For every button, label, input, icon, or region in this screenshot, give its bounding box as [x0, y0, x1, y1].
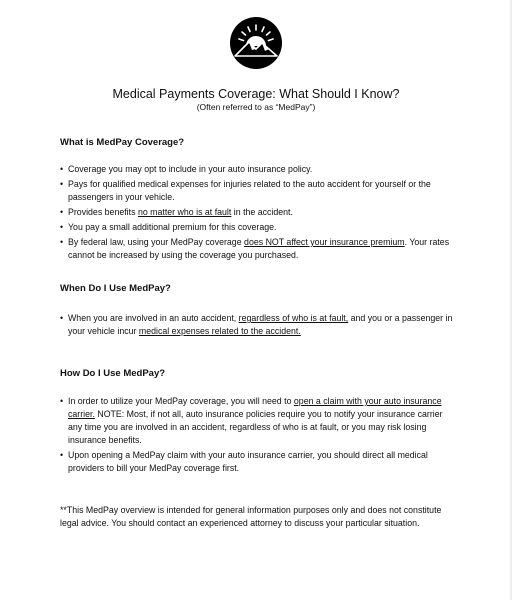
body-text: Upon opening a MedPay claim with your auto insurance carrier, you should direct all medical providers to bill your MedPay coverage first. [68, 450, 428, 473]
list-item [60, 395, 455, 447]
body-text: You pay a small additional premium for this coverage. [68, 222, 277, 232]
body-text: Pays for qualified medical expenses for injuries related to the auto accident for yourself or the passengers in your vehicle. [68, 179, 431, 202]
list-item [60, 221, 455, 234]
underlined-text: does NOT affect your insurance premium [244, 237, 405, 247]
body-text: . Your rates cannot be increased by using the coverage you purchased. [68, 237, 450, 260]
sun-over-mountain-logo-icon [229, 16, 283, 70]
section-heading-how-use-medpay: How Do I Use MedPay? [60, 368, 166, 379]
document-subtitle: (Often referred to as “MedPay”) [196, 102, 316, 112]
underlined-text: open a claim with your auto insurance carrier. [68, 396, 442, 419]
section-heading-when-use-medpay: When Do I Use MedPay? [60, 283, 171, 294]
underlined-text: no matter who is at fault [137, 207, 232, 217]
underlined-text: medical expenses related to the accident. [138, 326, 301, 336]
list-item [60, 206, 455, 219]
list-item [60, 449, 455, 475]
list-item [60, 163, 455, 176]
section-when-use-medpay-list [60, 312, 455, 340]
disclaimer-text: **This MedPay overview is intended for general information purposes only and does not constitute legal advice. You should contact an experienced attorney to discuss your particular situation. [60, 505, 442, 528]
body-text: and you or a passenger in your vehicle incur [68, 313, 453, 336]
body-text: NOTE: Most, if not all, auto insurance policies require you to notify your insurance carrier any time you are involved in an accident, regardless of who is at fault, or you may risk losing insurance benefits. [68, 409, 443, 445]
body-text: in the accident. [231, 207, 293, 217]
body-text: By federal law, using your MedPay coverage [68, 237, 245, 247]
section-heading-what-is-medpay: What is MedPay Coverage? [60, 137, 185, 148]
section-what-is-medpay-list [60, 163, 455, 264]
body-text: Coverage you may opt to include in your auto insurance policy. [68, 164, 313, 174]
section-how-use-medpay-list [60, 395, 455, 477]
body-text: In order to utilize your MedPay coverage, you will need to [68, 396, 294, 406]
list-item [60, 312, 455, 338]
body-text: When you are involved in an auto accident, [68, 313, 239, 323]
list-item [60, 236, 455, 262]
underlined-text: regardless of who is at fault, [238, 313, 349, 323]
document-title: Medical Payments Coverage: What Should I Know? [112, 87, 400, 101]
list-item [60, 178, 455, 204]
body-text: Provides benefits [68, 207, 138, 217]
